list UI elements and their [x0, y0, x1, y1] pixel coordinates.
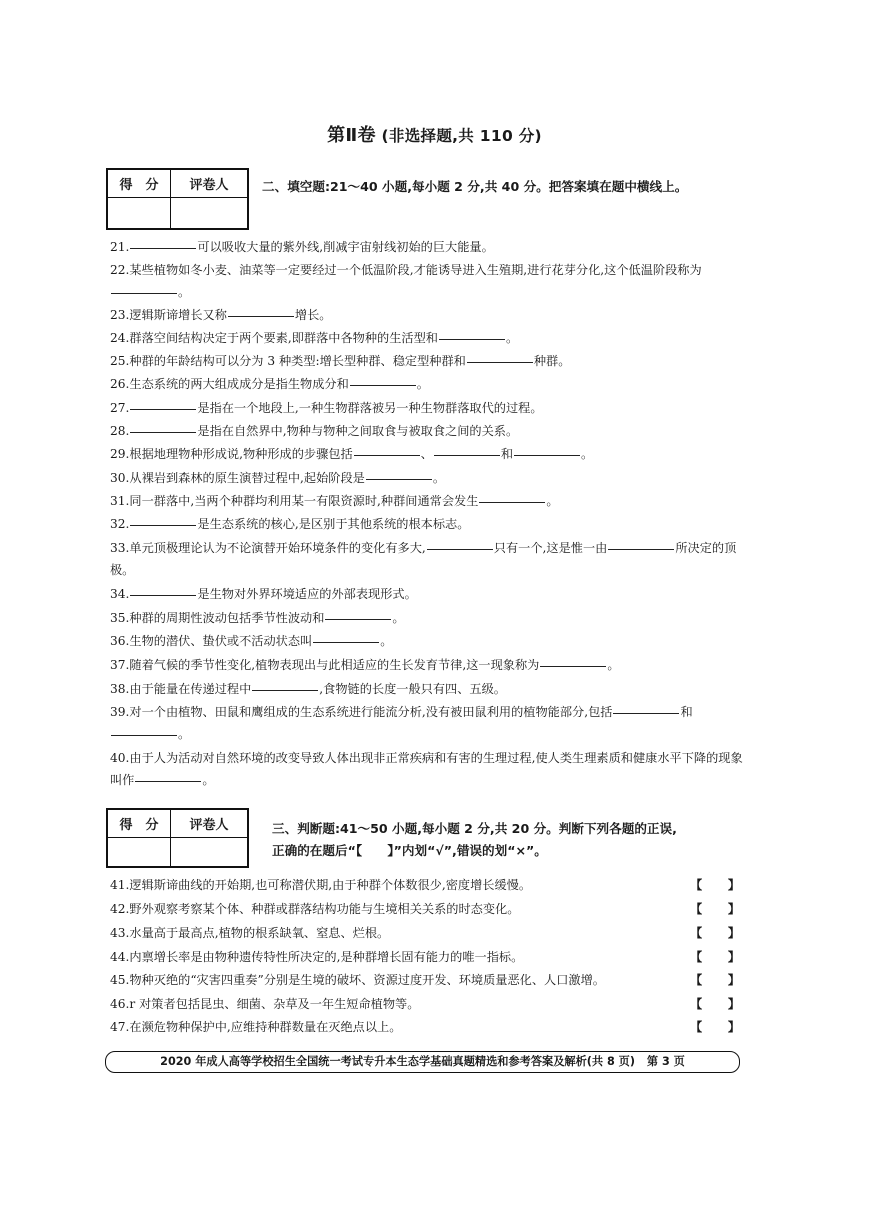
question-number: 33.: [110, 541, 130, 555]
question-text: 同一群落中,当两个种群均利用某一有限资源时,种群间通常会发生: [129, 494, 479, 508]
question-number: 28.: [110, 424, 130, 438]
question-text: 是生态系统的核心,是区别于其他系统的根本标志。: [197, 517, 470, 531]
question-number: 40.: [110, 751, 130, 765]
question-text: 逻辑斯谛曲线的开始期,也可称潜伏期,由于种群个体数很少,密度增长缓慢。: [129, 878, 532, 892]
question-26: [110, 373, 750, 395]
question-number: 36.: [110, 634, 130, 648]
question-number: 46.: [110, 997, 130, 1011]
question-text: 。: [392, 611, 405, 625]
question-text: 由于人为活动对自然环境的改变导致人体出现非正常疾病和有害的生理过程,使人类生理素质和健康水平下降的现象叫作: [110, 751, 743, 787]
question-23: [110, 304, 750, 326]
bracket-open: 【: [690, 878, 703, 892]
question-text: 。: [178, 727, 191, 741]
judgment-41: [110, 874, 740, 896]
answer-blank[interactable]: [111, 292, 177, 294]
answer-blank[interactable]: [325, 618, 391, 620]
question-text: 。: [546, 494, 559, 508]
question-text: 。: [380, 634, 393, 648]
question-text: 和: [680, 705, 693, 719]
question-32: [110, 513, 750, 535]
question-text: 根据地理物种形成说,物种形成的步骤包括: [129, 447, 353, 461]
bracket-close: 】: [727, 878, 740, 892]
question-text: 。: [505, 331, 519, 345]
answer-blank[interactable]: [439, 338, 505, 340]
question-text: 是生物对外界环境适应的外部表现形式。: [197, 587, 417, 601]
question-text: 群落空间结构决定于两个要素,即群落中各物种的生活型和: [129, 331, 438, 345]
question-number: 26.: [110, 377, 130, 391]
question-number: 34.: [110, 587, 130, 601]
answer-blank[interactable]: [613, 712, 679, 714]
question-text: 内禀增长率是由物种遗传特性所决定的,是种群增长固有能力的唯一指标。: [129, 950, 524, 964]
bracket-close: 】: [727, 950, 740, 964]
question-number: 21.: [110, 240, 130, 254]
question-text: 、: [420, 447, 433, 461]
question-text: 从裸岩到森林的原生演替过程中,起始阶段是: [129, 471, 365, 485]
answer-blank[interactable]: [130, 247, 196, 249]
question-number: 42.: [110, 902, 130, 916]
bracket-open: 【: [690, 902, 703, 916]
question-text: 。: [202, 773, 215, 787]
question-number: 38.: [110, 682, 130, 696]
question-text: 种群的周期性波动包括季节性波动和: [129, 611, 325, 625]
question-27: [110, 397, 750, 419]
judgment-47: [110, 1016, 740, 1038]
question-text: 单元顶极理论认为不论演替开始环境条件的变化有多大,: [129, 541, 426, 555]
page-title: [0, 121, 869, 147]
answer-blank[interactable]: [228, 315, 294, 317]
score-table-section2: [106, 168, 249, 230]
question-number: 27.: [110, 401, 130, 415]
question-text: 可以吸收大量的紫外线,削减宇宙射线初始的巨大能量。: [197, 240, 494, 254]
answer-bracket[interactable]: [690, 993, 740, 1015]
answer-bracket[interactable]: [690, 898, 740, 920]
answer-blank[interactable]: [111, 734, 177, 736]
answer-blank[interactable]: [313, 641, 379, 643]
question-33: [110, 537, 750, 581]
bracket-open: 【: [690, 973, 703, 987]
question-text: 。: [607, 658, 620, 672]
question-number: 22.: [110, 263, 130, 277]
title-sub: (非选择题,共 110 分): [381, 127, 542, 145]
page-footer: [105, 1051, 740, 1073]
question-text: 增长。: [294, 308, 332, 322]
question-text: 物种灭绝的“灾害四重奏”分别是生境的破坏、资源过度开发、环境质量恶化、人口激增。: [129, 973, 605, 987]
footer-text: 2020 年成人高等学校招生全国统一考试专升本生态学基础真题精选和参考答案及解析(共 8 页): [160, 1055, 635, 1068]
question-text: 是指在一个地段上,一种生物群落被另一种生物群落取代的过程。: [197, 401, 543, 415]
question-text: 对一个由植物、田鼠和鹰组成的生态系统进行能流分析,没有被田鼠利用的植物能部分,包括: [129, 705, 613, 719]
bracket-close: 】: [727, 902, 740, 916]
answer-blank[interactable]: [427, 548, 493, 550]
question-number: 23.: [110, 308, 130, 322]
question-37: [110, 654, 750, 676]
bracket-open: 【: [690, 997, 703, 1011]
answer-blank[interactable]: [354, 454, 420, 456]
answer-bracket[interactable]: [690, 969, 740, 991]
question-number: 41.: [110, 878, 130, 892]
answer-bracket[interactable]: [690, 922, 740, 944]
question-text: 逻辑斯谛增长又称: [129, 308, 227, 322]
answer-blank[interactable]: [130, 524, 196, 526]
question-36: [110, 630, 750, 652]
question-text: 。: [416, 377, 429, 391]
question-number: 45.: [110, 973, 130, 987]
grader-header: 评卷人: [171, 809, 249, 837]
answer-bracket[interactable]: [690, 946, 740, 968]
question-number: 35.: [110, 611, 130, 625]
question-text: r 对策者包括昆虫、细菌、杂草及一年生短命植物等。: [129, 997, 420, 1011]
question-38: [110, 678, 750, 700]
bracket-close: 】: [727, 926, 740, 940]
title-main: 第Ⅱ卷: [327, 125, 376, 146]
question-number: 25.: [110, 354, 130, 368]
answer-blank[interactable]: [467, 361, 533, 363]
answer-bracket[interactable]: [690, 874, 740, 896]
question-21: [110, 236, 750, 258]
answer-blank[interactable]: [479, 501, 545, 503]
question-number: 31.: [110, 494, 130, 508]
question-number: 43.: [110, 926, 130, 940]
footer-page-number: 第 3 页: [646, 1055, 685, 1068]
bracket-open: 【: [690, 950, 703, 964]
question-text: 所决定的顶极。: [110, 541, 737, 577]
question-29: [110, 443, 750, 465]
score-header: 得 分: [107, 169, 171, 197]
question-number: 44.: [110, 950, 130, 964]
question-31: [110, 490, 750, 512]
answer-blank[interactable]: [366, 478, 432, 480]
question-text: 随着气候的季节性变化,植物表现出与此相适应的生长发育节律,这一现象称为: [129, 658, 540, 672]
question-24: [110, 327, 750, 349]
question-number: 32.: [110, 517, 130, 531]
bracket-close: 】: [727, 1020, 740, 1034]
answer-blank[interactable]: [514, 454, 580, 456]
question-35: [110, 607, 750, 629]
bracket-close: 】: [727, 997, 740, 1011]
question-number: 37.: [110, 658, 130, 672]
answer-blank[interactable]: [434, 454, 500, 456]
bracket-open: 【: [690, 926, 703, 940]
judgment-46: [110, 993, 740, 1015]
question-28: [110, 420, 750, 442]
section3-heading-line2: 正确的在题后“【 】”内划“√”,错误的划“×”。: [272, 843, 547, 858]
judgment-44: [110, 946, 740, 968]
question-30: [110, 467, 750, 489]
grader-header: 评卷人: [171, 169, 249, 197]
answer-blank[interactable]: [540, 665, 606, 667]
answer-blank[interactable]: [130, 594, 196, 596]
question-text: 种群。: [533, 354, 571, 368]
question-text: 。: [581, 447, 594, 461]
answer-blank[interactable]: [130, 408, 196, 410]
answer-blank[interactable]: [252, 689, 318, 691]
question-text: 某些植物如冬小麦、油菜等一定要经过一个低温阶段,才能诱导进入生殖期,进行花芽分化,这个低温阶段称为: [129, 263, 702, 277]
answer-bracket[interactable]: [690, 1016, 740, 1038]
bracket-close: 】: [727, 973, 740, 987]
question-39: [110, 701, 750, 745]
question-text: 生态系统的两大组成成分是指生物成分和: [129, 377, 349, 391]
bracket-open: 【: [690, 1020, 703, 1034]
answer-blank[interactable]: [608, 548, 674, 550]
question-text: 由于能量在传递过程中: [129, 682, 252, 696]
question-text: 只有一个,这是惟一由: [493, 541, 608, 555]
question-number: 29.: [110, 447, 130, 461]
question-number: 24.: [110, 331, 130, 345]
score-cell: [107, 837, 171, 867]
question-text: 和: [500, 447, 514, 461]
section3-heading-line1: 三、判断题:41～50 小题,每小题 2 分,共 20 分。判断下列各题的正误,: [272, 821, 677, 836]
score-table-section3: [106, 808, 249, 868]
question-text: 。: [432, 471, 446, 485]
question-text: 是指在自然界中,物种与物种之间取食与被取食之间的关系。: [197, 424, 519, 438]
section2-heading: 二、填空题:21～40 小题,每小题 2 分,共 40 分。把答案填在题中横线上。: [262, 179, 688, 194]
question-text: 野外观察考察某个体、种群或群落结构功能与生境相关关系的时态变化。: [129, 902, 520, 916]
grader-cell: [171, 197, 249, 229]
question-text: 种群的年龄结构可以分为 3 种类型:增长型种群、稳定型种群和: [129, 354, 466, 368]
judgment-45: [110, 969, 740, 991]
question-text: ,食物链的长度一般只有四、五级。: [319, 682, 506, 696]
question-text: 。: [178, 285, 191, 299]
question-40: [110, 747, 750, 791]
section3-heading: [272, 818, 752, 862]
score-header: 得 分: [107, 809, 171, 837]
question-text: 在濒危物种保护中,应维持种群数量在灭绝点以上。: [129, 1020, 402, 1034]
answer-blank[interactable]: [350, 384, 416, 386]
answer-blank[interactable]: [130, 431, 196, 433]
question-number: 39.: [110, 705, 130, 719]
question-text: 水量高于最高点,植物的根系缺氧、窒息、烂根。: [129, 926, 390, 940]
grader-cell: [171, 837, 249, 867]
question-number: 47.: [110, 1020, 130, 1034]
answer-blank[interactable]: [135, 780, 201, 782]
question-number: 30.: [110, 471, 130, 485]
score-cell: [107, 197, 171, 229]
question-25: [110, 350, 750, 372]
question-34: [110, 583, 750, 605]
question-22: [110, 259, 750, 303]
judgment-43: [110, 922, 740, 944]
judgment-42: [110, 898, 740, 920]
question-text: 生物的潜伏、蛰伏或不活动状态叫: [129, 634, 313, 648]
